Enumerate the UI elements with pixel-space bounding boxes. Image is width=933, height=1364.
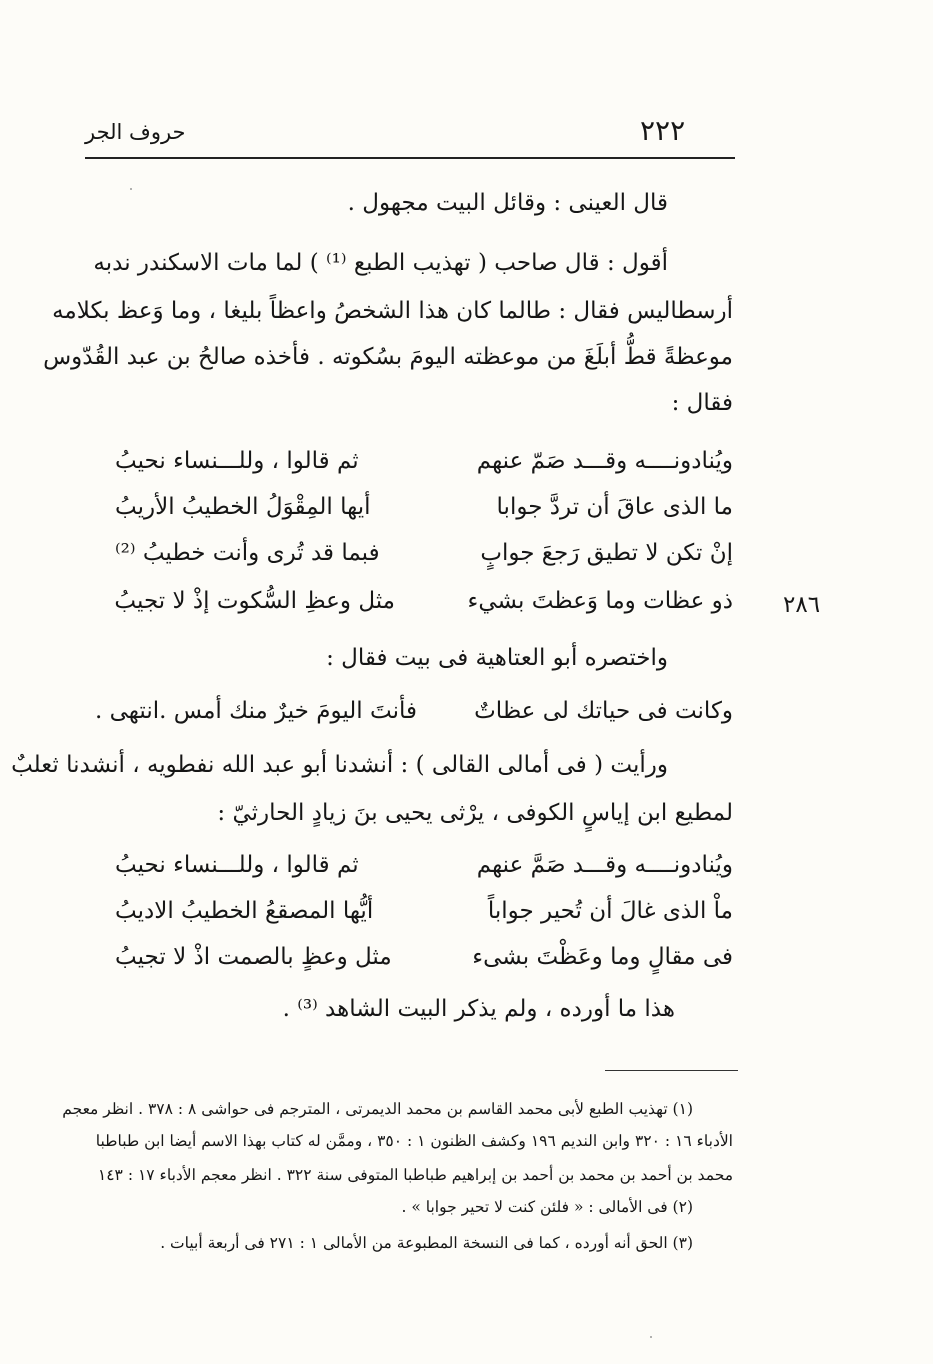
footnote: (١) تهذيب الطبع لأبى محمد القاسم بن محمد الديمرتى ، المترجم فى حواشى ٨ : ٣٧٨ . انظر معجم	[62, 1100, 693, 1118]
paragraph-line: أقول : قال صاحب ( تهذيب الطبع ⁽¹⁾ ) لما مات الاسكندر ندبه	[93, 250, 668, 276]
closing-line: هذا ما أورده ، ولم يذكر البيت الشاهد ⁽³⁾ .	[282, 996, 675, 1022]
verse-first-hemistich: فى مقالٍ وما وعَظْتَ بشىء	[472, 944, 733, 970]
single-verse-second: فأنتَ اليومَ خيرٌ منك أمس .انتهى .	[95, 698, 417, 724]
intro-line: قال العينى : وقائل البيت مجهول .	[347, 190, 668, 216]
paragraph-line: أرسطاليس فقال : طالما كان هذا الشخصُ واعظاً بليغا ، وما وَعظ بكلامه	[52, 298, 733, 324]
verse-first-hemistich: ماْ الذى غالَ أن تُحير جواباً	[487, 898, 733, 924]
verse-first-hemistich: ويُنادونــــه وقـــد صَمّ عنهم	[476, 448, 733, 474]
verse-first-hemistich: إنْ تكن لا تطيق رَجعَ جوابٍ	[480, 540, 733, 566]
running-header-title: حروف الجر	[85, 120, 186, 144]
footnote: الأدباء ١٦ : ٣٢٠ وابن النديم ١٩٦ وكشف الظنون ١ : ٣٥٠ ، وممَّن له كتاب بهذا الاسم أيضا ابن طباطبا	[95, 1132, 733, 1150]
verse-first-hemistich: ما الذى عاقَ أن تردَّ جوابا	[496, 494, 733, 520]
verse-first-hemistich: ذو عظات وما وَعظتَ بشيء	[467, 588, 733, 614]
paragraph-line: موعظةً قطُّ أبلَغَ من موعظته اليومَ بسُكوته . فأخذه صالحُ بن عبد القُدّوس	[43, 344, 733, 370]
page-number: ٢٢٢	[640, 114, 686, 147]
verse-second-hemistich: أيُّها المصقعُ الخطيبُ الاديبُ	[115, 898, 374, 924]
paper-speck	[130, 188, 132, 190]
verse-second-hemistich: مثل وعظٍ بالصمت اذْ لا تجيبُ	[115, 944, 392, 970]
footnote: محمد بن أحمد بن محمد بن أحمد بن إبراهيم طباطبا المتوفى سنة ٣٢٢ . انظر معجم الأدباء ١٧ : ١٤٣	[97, 1166, 733, 1184]
verse-second-hemistich: فبما قد تُرى وأنت خطيبُ ⁽²⁾	[115, 540, 380, 566]
margin-number: ٢٨٦	[783, 592, 821, 618]
verse-second-hemistich: أيها المِقْوَلُ الخطيبُ الأريبُ	[115, 494, 371, 520]
verse-first-hemistich: ويُنادونــــه وقـــد صَمَّ عنهم	[476, 852, 733, 878]
verse-second-hemistich: مثل وعظِ السُّكوت إذْ لا تجيبُ	[114, 588, 395, 614]
abu-line: واختصره أبو العتاهية فى بيت فقال :	[326, 645, 668, 671]
paper-speck	[650, 1336, 652, 1338]
footnote: (٢) فى الأمالى : « فلئن كنت لا تحير جوابا » .	[401, 1198, 693, 1216]
paragraph-line: فقال :	[671, 390, 733, 416]
single-verse-first: وكانت فى حياتك لى عظاتٌ	[474, 698, 733, 724]
verse-second-hemistich: ثم قالوا ، وللـــنساء نحيبُ	[115, 852, 359, 878]
header-rule	[85, 157, 735, 159]
paragraph2-line: لمطيع ابن إياسٍ الكوفى ، يرْثى يحيى بنَ زيادٍ الحارثيّ :	[217, 800, 733, 826]
footnote: (٣) الحق أنه أورده ، كما فى النسخة المطبوعة من الأمالى ١ : ٢٧١ فى أربعة أبيات .	[160, 1234, 693, 1252]
paragraph2-line: ورأيت ( فى أمالى القالى ) : أنشدنا أبو عبد الله نفطويه ، أنشدنا ثعلبٌ	[11, 752, 668, 778]
verse-second-hemistich: ثم قالوا ، وللـــنساء نحيبُ	[115, 448, 359, 474]
footnote-rule	[605, 1070, 738, 1071]
